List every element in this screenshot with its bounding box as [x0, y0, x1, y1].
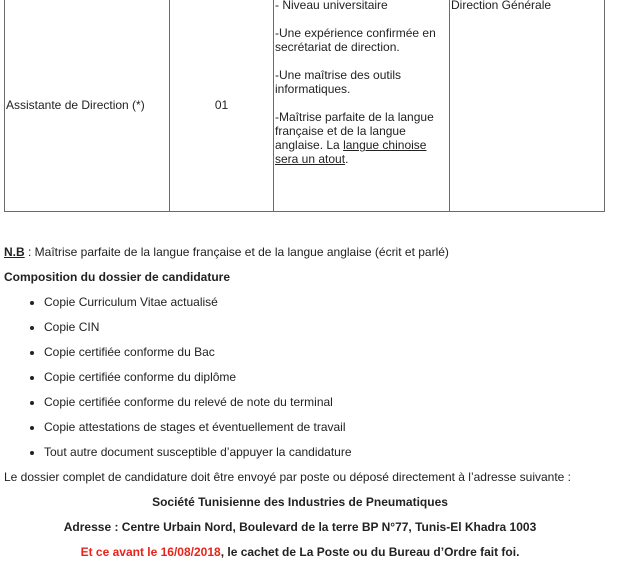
composition-title: Composition du dossier de candidature — [4, 270, 231, 284]
table-row — [5, 0, 605, 212]
list-item: • Copie certifiée conforme du diplôme — [44, 370, 604, 395]
nb-text: : Maîtrise parfaite de la langue française et de la langue anglaise (écrit et parlé) — [24, 245, 449, 259]
document-list — [0, 295, 604, 470]
list-item: • Copie certifiée conforme du Bac — [44, 345, 604, 370]
list-item: • Copie Curriculum Vitae actualisé — [44, 295, 604, 320]
count-cell: 01 — [170, 0, 274, 212]
profile-cell — [274, 0, 450, 212]
list-item: • Copie attestations de stages et éventuellement de travail — [44, 420, 604, 445]
submission-text: Le dossier complet de candidature doit être envoyé par poste ou déposé directement à l’adresse suivante : — [4, 470, 572, 484]
deadline-line — [0, 545, 600, 559]
list-item: • Copie CIN — [44, 320, 604, 345]
profile-line: -Une expérience confirmée en secrétariat de direction. — [275, 26, 436, 54]
deadline-rest: , le cachet de La Poste ou du Bureau d’Ordre fait foi. — [220, 545, 520, 559]
company-address: Adresse : Centre Urbain Nord, Boulevard de la terre BP N°77, Tunis-El Khadra 1003 — [63, 520, 537, 534]
nb-note — [4, 245, 449, 259]
job-table — [4, 0, 605, 212]
position-cell: Assistante de Direction (*) — [5, 0, 170, 212]
company-name: Société Tunisienne des Industries de Pneumatiques — [152, 495, 448, 509]
direction-cell: Direction Générale — [450, 0, 605, 212]
profile-line-text: -Maîtrise parfaite de la langue française et de la langue anglaise. La — [275, 110, 434, 152]
profile-line: -Une maîtrise des outils informatiques. — [275, 68, 402, 96]
list-item: • Tout autre document susceptible d’appuyer la candidature — [44, 445, 604, 470]
profile-line: - Niveau universitaire — [275, 0, 388, 12]
chinese-language-note: langue chinoise sera un atout — [275, 138, 427, 166]
deadline-date: Et ce avant le 16/08/2018 — [80, 545, 221, 559]
profile-line-end: . — [345, 152, 349, 166]
nb-label: N.B — [4, 245, 25, 259]
list-item: • Copie certifiée conforme du relevé de note du terminal — [44, 395, 604, 420]
profile-line — [275, 110, 448, 166]
